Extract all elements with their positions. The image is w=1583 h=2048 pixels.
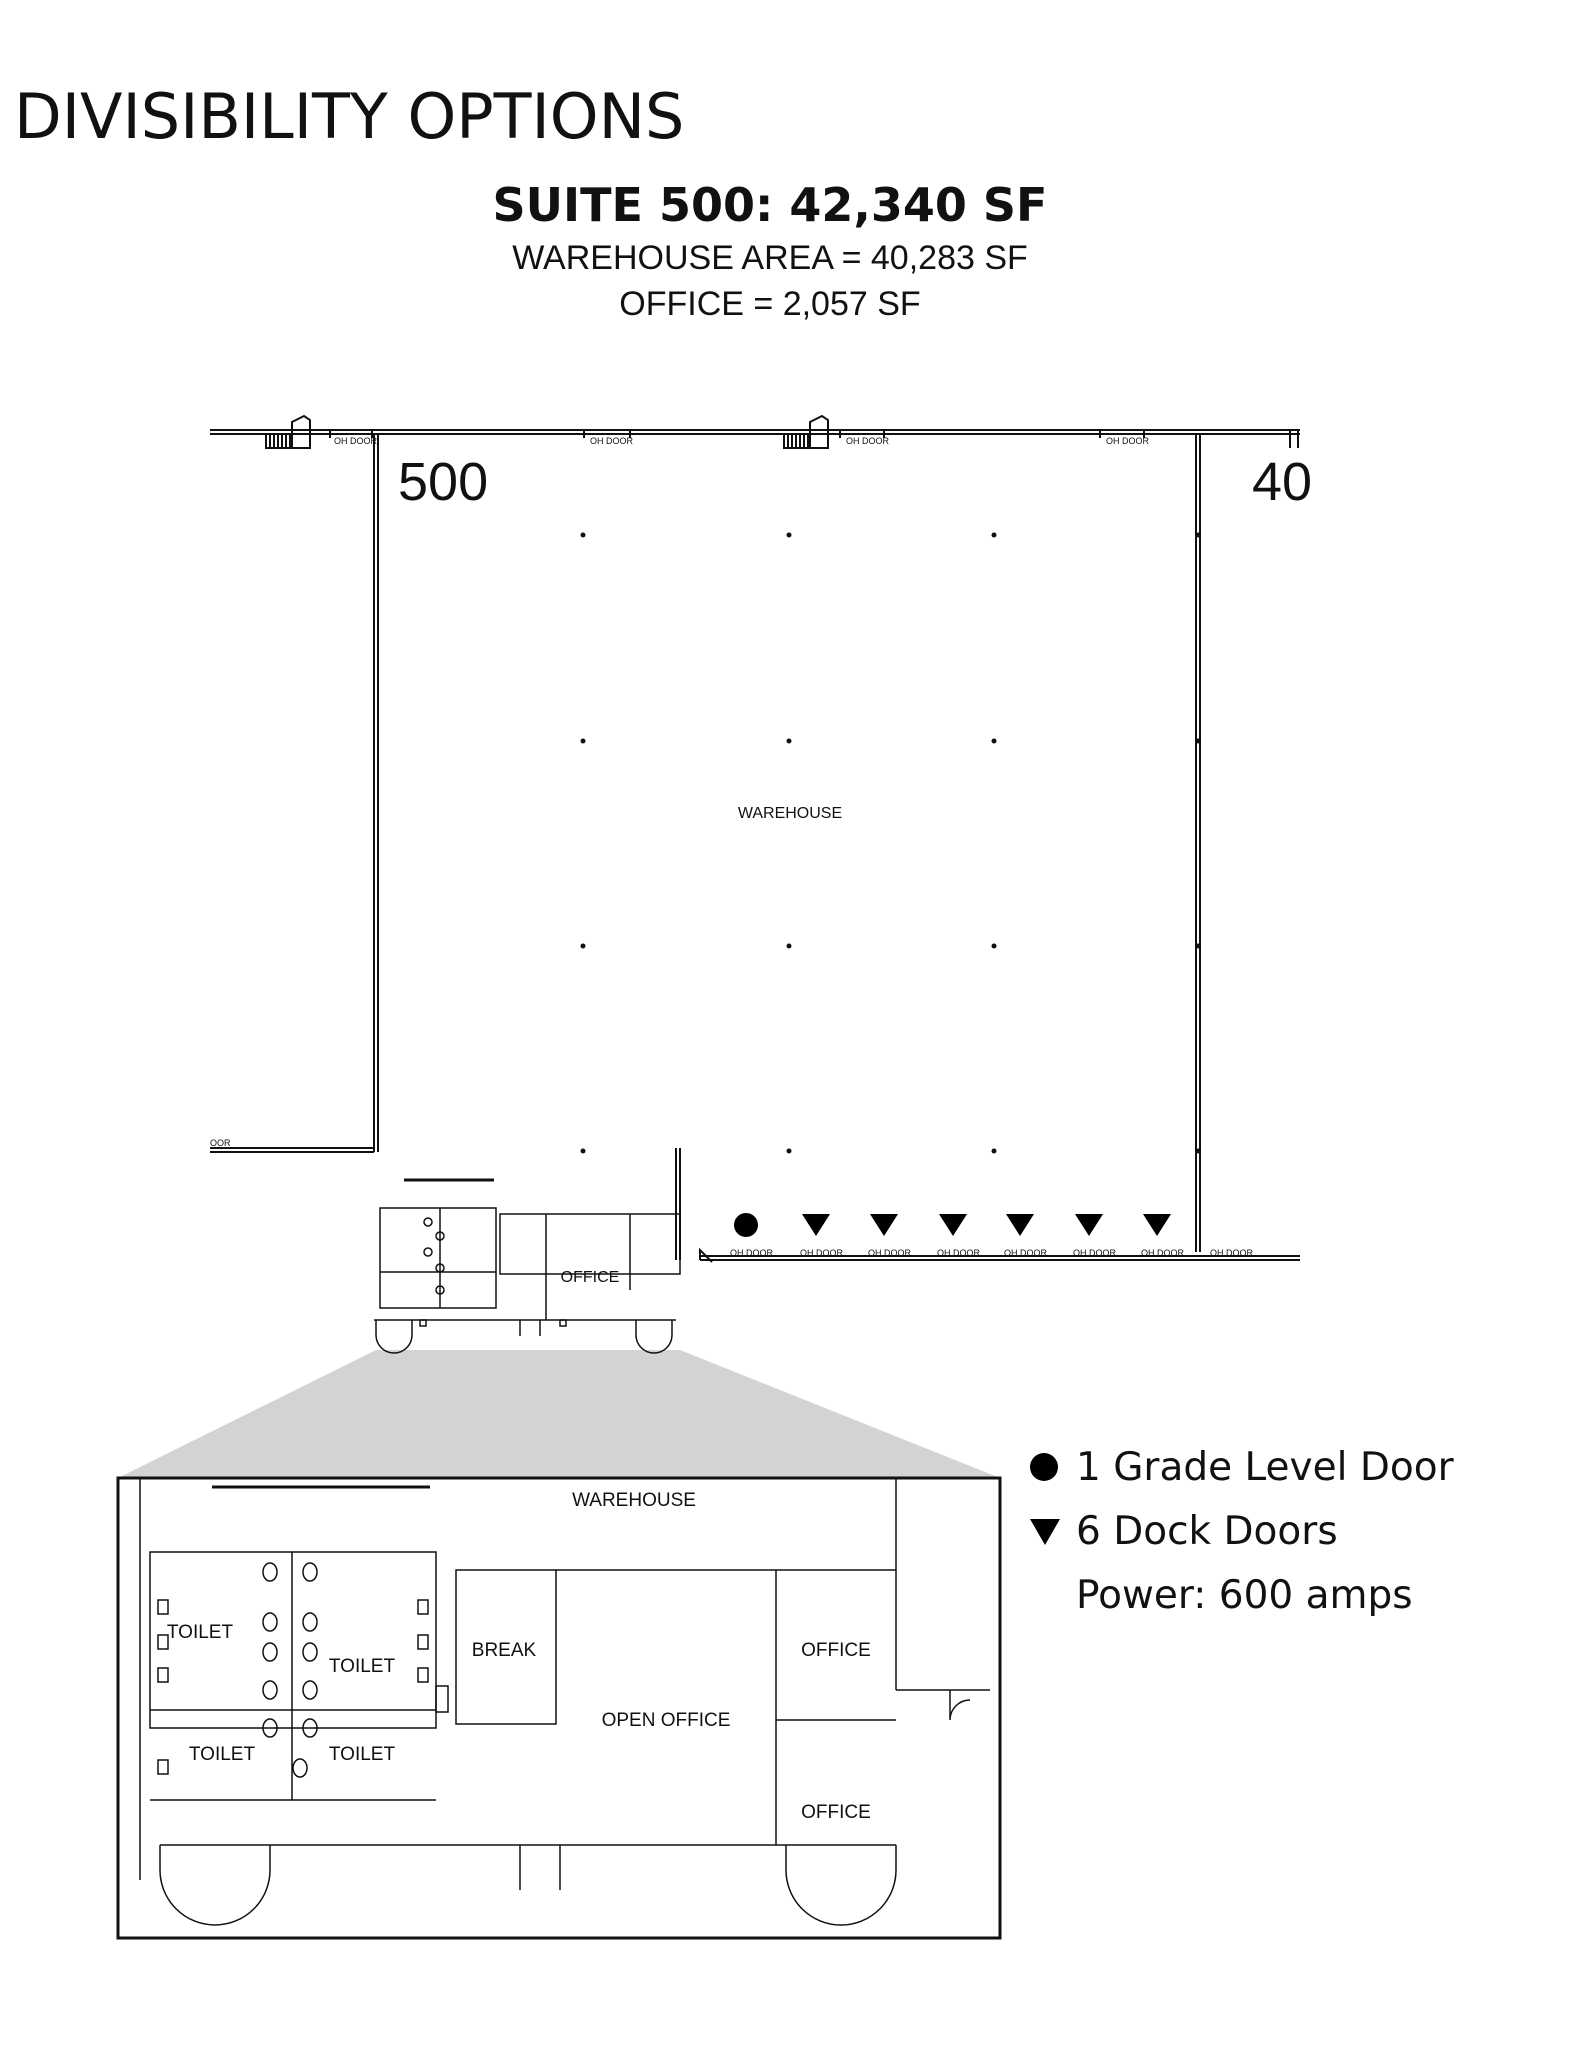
triangle-icon (1020, 1511, 1076, 1551)
column-grid (581, 533, 1201, 1154)
legend-power (1020, 1563, 1454, 1627)
inset-open-office-label: OPEN OFFICE (601, 1710, 731, 1731)
dock-door-marker (1143, 1214, 1171, 1236)
oor-fragment: OOR (210, 1138, 231, 1148)
oh-door-label: OH DOOR (800, 1248, 844, 1258)
dock-door-marker (939, 1214, 967, 1236)
inset-break-label: BREAK (471, 1640, 537, 1661)
inset-office-label: OFFICE (801, 1802, 871, 1823)
inset-frame (118, 1478, 1000, 1938)
office-cluster (374, 1180, 680, 1353)
inset-toilet-label: TOILET (328, 1656, 396, 1677)
grade-door-marker (734, 1213, 758, 1237)
circle-icon (1020, 1447, 1076, 1487)
oh-door-label: OH DOOR (846, 436, 890, 446)
oh-door-labels (334, 436, 1254, 1258)
warehouse-area: WAREHOUSE AREA = 40,283 SF (512, 239, 1028, 277)
legend-grade-door (1020, 1435, 1454, 1499)
legend-power-label: Power: 600 amps (1076, 1572, 1413, 1618)
warehouse-label: WAREHOUSE (737, 805, 843, 822)
oh-door-label: OH DOOR (1004, 1248, 1048, 1258)
legend-grade-door-label: 1 Grade Level Door (1076, 1444, 1454, 1490)
suite-walls (210, 434, 1300, 1262)
oh-door-label: OH DOOR (334, 436, 378, 446)
door-markers (734, 1213, 1171, 1237)
inset-toilet-label: TOILET (166, 1622, 234, 1643)
dock-door-marker (870, 1214, 898, 1236)
legend-dock-doors (1020, 1499, 1454, 1563)
inset-toilet-label: TOILET (328, 1744, 396, 1765)
dock-door-marker (802, 1214, 830, 1236)
inset-toilet-label: TOILET (188, 1744, 256, 1765)
oh-door-label: OH DOOR (1210, 1248, 1254, 1258)
oh-door-label: OH DOOR (868, 1248, 912, 1258)
suite-number: 500 (398, 452, 489, 512)
oh-door-label: OH DOOR (937, 1248, 981, 1258)
suite-title: SUITE 500: 42,340 SF (492, 178, 1048, 232)
oh-door-label: OH DOOR (730, 1248, 774, 1258)
page-title: DIVISIBILITY OPTIONS (14, 80, 685, 153)
legend (1020, 1435, 1454, 1627)
callout-wedge (118, 1350, 1000, 1478)
inset-warehouse-label: WAREHOUSE (572, 1490, 696, 1511)
oh-door-label: OH DOOR (1073, 1248, 1117, 1258)
legend-dock-doors-label: 6 Dock Doors (1076, 1508, 1338, 1554)
inset-office-label: OFFICE (801, 1640, 871, 1661)
office-label: OFFICE (560, 1269, 620, 1286)
dock-door-marker (1006, 1214, 1034, 1236)
neighbor-suite-number: 40 (1252, 452, 1313, 512)
oh-door-label: OH DOOR (1106, 436, 1150, 446)
oh-door-label: OH DOOR (590, 436, 634, 446)
office-area: OFFICE = 2,057 SF (619, 285, 921, 323)
dock-door-marker (1075, 1214, 1103, 1236)
oh-door-label: OH DOOR (1141, 1248, 1185, 1258)
